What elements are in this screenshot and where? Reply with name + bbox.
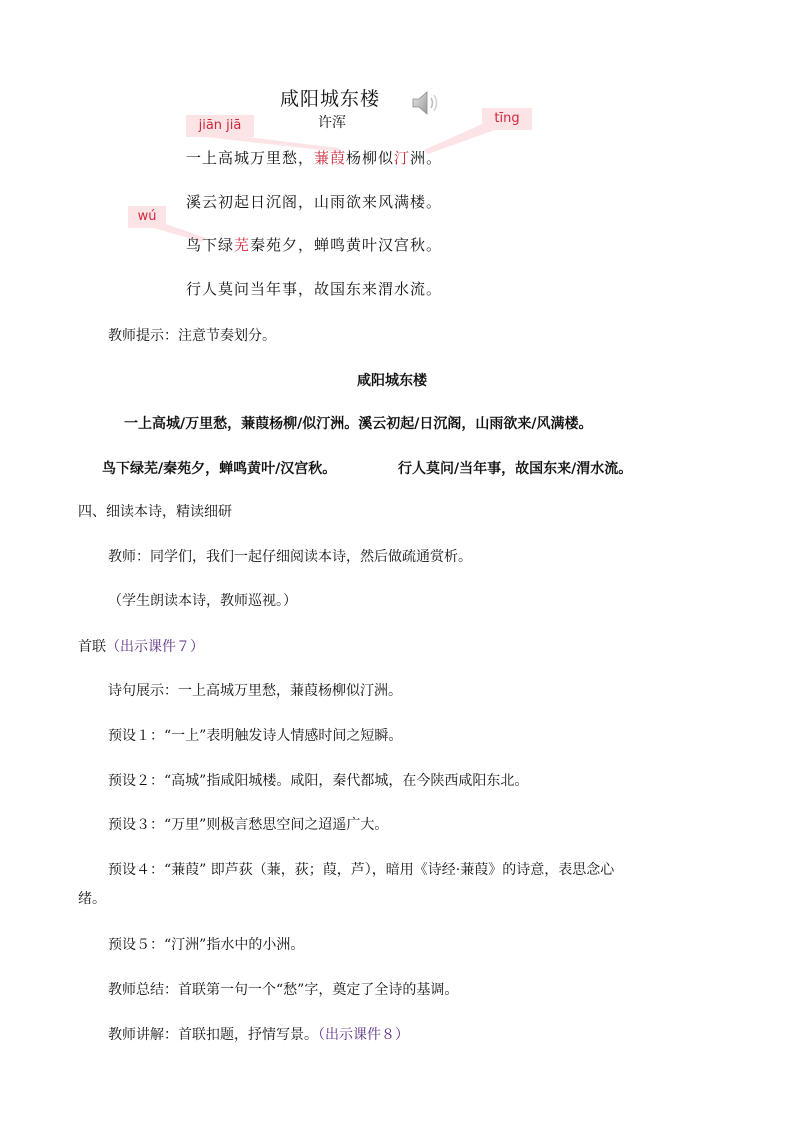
rhythm-line-1: 一上高城/万里愁，蒹葭杨柳/似汀洲。溪云初起/日沉阁，山雨欲来/风满楼。: [124, 416, 593, 432]
teacher-hint: 教师提示：注意节奏划分。: [108, 328, 276, 344]
poem-line-1-part: 杨柳似: [346, 149, 395, 167]
poem-line-4: 行人莫问当年事，故国东来渭水流。: [186, 280, 443, 298]
pinyin-label-ting: tīng: [482, 108, 532, 130]
poem-line-3-part: 鸟下绿: [186, 236, 235, 254]
teacher-line: 教师：同学们，我们一起仔细阅读本诗，然后做疏通赏析。: [108, 549, 472, 565]
courseware-7-note: （出示课件７）: [106, 639, 204, 655]
first-couplet-heading: [78, 636, 204, 656]
poem-line-3-part: 秦苑夕，蝉鸣黄叶汉宫秋。: [250, 236, 443, 254]
poem-author: 许浑: [318, 115, 346, 131]
poem-title: 咸阳城东楼: [280, 88, 381, 110]
highlight-ting: 汀: [394, 149, 411, 167]
teacher-summary: 教师总结：首联第一句一个“愁”字，奠定了全诗的基调。: [108, 982, 459, 998]
highlight-wu: 芜: [234, 236, 251, 254]
preset-2: 预设２：“高城”指咸阳城楼。咸阳，秦代都城，在今陕西咸阳东北。: [108, 773, 529, 789]
first-couplet-label: 首联: [78, 639, 106, 655]
courseware-8-note: （出示课件８）: [318, 1027, 409, 1043]
poem-line-1: [186, 147, 442, 168]
teacher-explanation: [108, 1024, 409, 1044]
poem-display: 诗句展示：一上高城万里愁，蒹葭杨柳似汀洲。: [108, 683, 402, 699]
pinyin-label-jianjia: jiān jiā: [186, 115, 254, 137]
rhythm-title: 咸阳城东楼: [357, 373, 427, 389]
pinyin-label-wu: wú: [128, 206, 166, 228]
rhythm-line-2a: 鸟下绿芜/秦苑夕，蝉鸣黄叶/汉宫秋。: [102, 461, 337, 477]
preset-4: 预设４：“蒹葭” 即芦荻（蒹，荻；葭，芦），暗用《诗经·蒹葭》的诗意，表思念心: [108, 862, 615, 878]
teacher-explanation-text: 教师讲解：首联扣题，抒情写景。: [108, 1027, 318, 1043]
student-reading-note: （学生朗读本诗，教师巡视。）: [108, 593, 297, 609]
section-heading-4: 四、细读本诗，精读细研: [78, 504, 232, 520]
highlight-jianjia: 蒹葭: [314, 149, 347, 167]
preset-1: 预设１：“一上”表明触发诗人情感时间之短瞬。: [108, 728, 403, 744]
preset-5: 预设５：“汀洲”指水中的小洲。: [108, 937, 305, 953]
poem-line-2: 溪云初起日沉阁，山雨欲来风满楼。: [186, 193, 443, 211]
preset-3: 预设３：“万里”则极言愁思空间之迢遥广大。: [108, 817, 389, 833]
poem-line-1-part: 一上高城万里愁，: [186, 149, 315, 167]
speaker-icon[interactable]: [410, 88, 444, 118]
preset-4-continued: 绪。: [78, 891, 106, 907]
poem-line-3: [186, 234, 442, 255]
rhythm-line-2b: 行人莫问/当年事，故国东来/渭水流。: [398, 461, 633, 477]
poem-line-1-part: 洲。: [410, 149, 443, 167]
